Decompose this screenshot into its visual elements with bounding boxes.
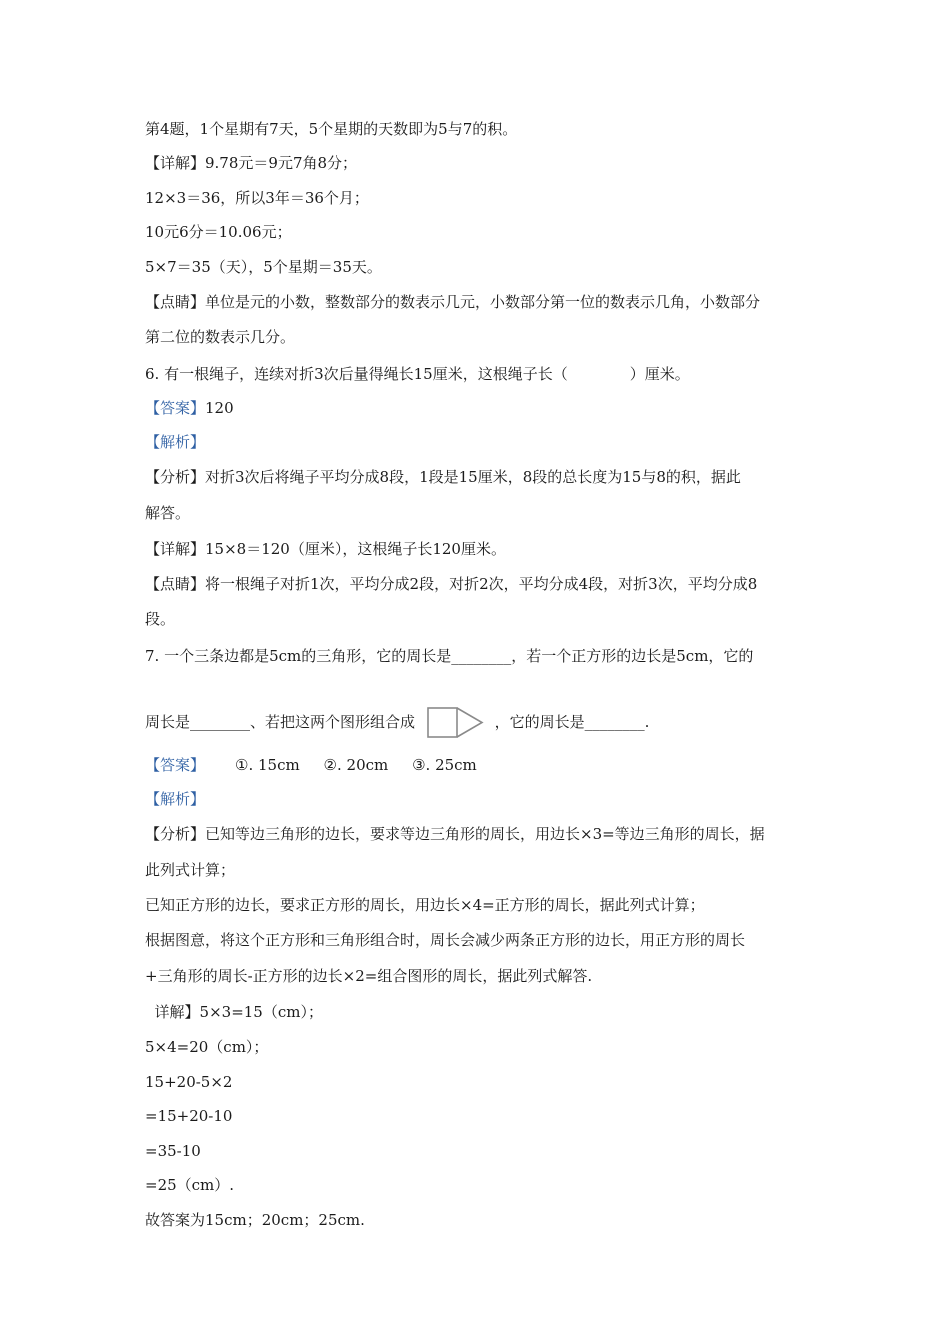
q6-fenxi-2: 解答。: [145, 504, 191, 522]
q6-fenxi-1: 【分析】对折3次后将绳子平均分成8段，1段是15厘米，8段的总长度为15与8的积，据此: [145, 468, 741, 486]
q7-detail-4: =15+20-10: [145, 1107, 233, 1125]
q7-detail-1: 详解】5×3=15（cm）；: [145, 1003, 323, 1021]
q7-answer: [145, 755, 477, 775]
q7-detail-6: =25（cm）.: [145, 1176, 235, 1194]
q6-tip-2: 段。: [145, 610, 176, 628]
q7-fenxi-5: +三角形的周长-正方形的边长×2=组合图形的周长，据此列式解答.: [145, 967, 593, 985]
q7-fenxi-4: 根据图意，将这个正方形和三角形组合时，周长会减少两条正方形的边长，用正方形的周长: [145, 931, 746, 949]
line-tip-1: 【点睛】单位是元的小数，整数部分的数表示几元，小数部分第一位的数表示几角，小数部分: [145, 293, 761, 311]
line-tip-2: 第二位的数表示几分。: [145, 328, 296, 346]
q7-question-1: 7. 一个三条边都是5cm的三角形，它的周长是________，若一个正方形的边长是5cm，它的: [145, 647, 754, 665]
q7-answer-values: ①. 15cm ②. 20cm ③. 25cm: [235, 756, 477, 774]
q6-question: [145, 364, 690, 384]
line-detail-days: 5×7＝35（天），5个星期＝35天。: [145, 258, 382, 276]
square-triangle-figure: [424, 706, 486, 740]
q7-detail-3: 15+20-5×2: [145, 1073, 233, 1091]
q6-answer-value: 120: [205, 399, 234, 417]
q6-tip-1: 【点睛】将一根绳子对折1次，平均分成2段，对折2次，平均分成4段，对折3次，平均分成8: [145, 575, 758, 593]
q7-answer-label: 【答案】: [145, 756, 206, 774]
q6-answer-label: 【答案】: [145, 399, 206, 417]
q7-final-answer: 故答案为15cm；20cm；25cm.: [145, 1211, 365, 1229]
q7-question-2: [145, 706, 649, 740]
q6-analysis-label: 【解析】: [145, 433, 206, 451]
line-detail-months: 12×3＝36，所以3年＝36个月；: [145, 189, 369, 207]
q7-analysis-label: 【解析】: [145, 790, 206, 808]
q7-fenxi-3: 已知正方形的边长，要求正方形的周长，用边长×4=正方形的周长，据此列式计算；: [145, 896, 705, 914]
q7-fenxi-1: 【分析】已知等边三角形的边长，要求等边三角形的周长，用边长×3=等边三角形的周长，据: [145, 825, 765, 843]
line-detail-yuan: 【详解】9.78元＝9元7角8分；: [145, 154, 358, 172]
line-detail-yuan-fen: 10元6分＝10.06元；: [145, 223, 292, 241]
line-week-note: 第4题，1个星期有7天，5个星期的天数即为5与7的积。: [145, 120, 518, 138]
q7-detail-5: =35-10: [145, 1142, 201, 1160]
q6-question-b: ）厘米。: [629, 365, 690, 383]
q7-fenxi-2: 此列式计算；: [145, 861, 236, 879]
q6-question-a: 6. 有一根绳子，连续对折3次后量得绳长15厘米，这根绳子长（: [145, 365, 568, 383]
q6-answer: [145, 398, 234, 418]
q7-detail-2: 5×4=20（cm）；: [145, 1038, 269, 1056]
q7-question-2a: 周长是________、若把这两个图形组合成: [145, 713, 416, 731]
q6-detail: 【详解】15×8＝120（厘米），这根绳子长120厘米。: [145, 540, 506, 558]
q7-question-2b: ，它的周长是________.: [494, 713, 650, 731]
